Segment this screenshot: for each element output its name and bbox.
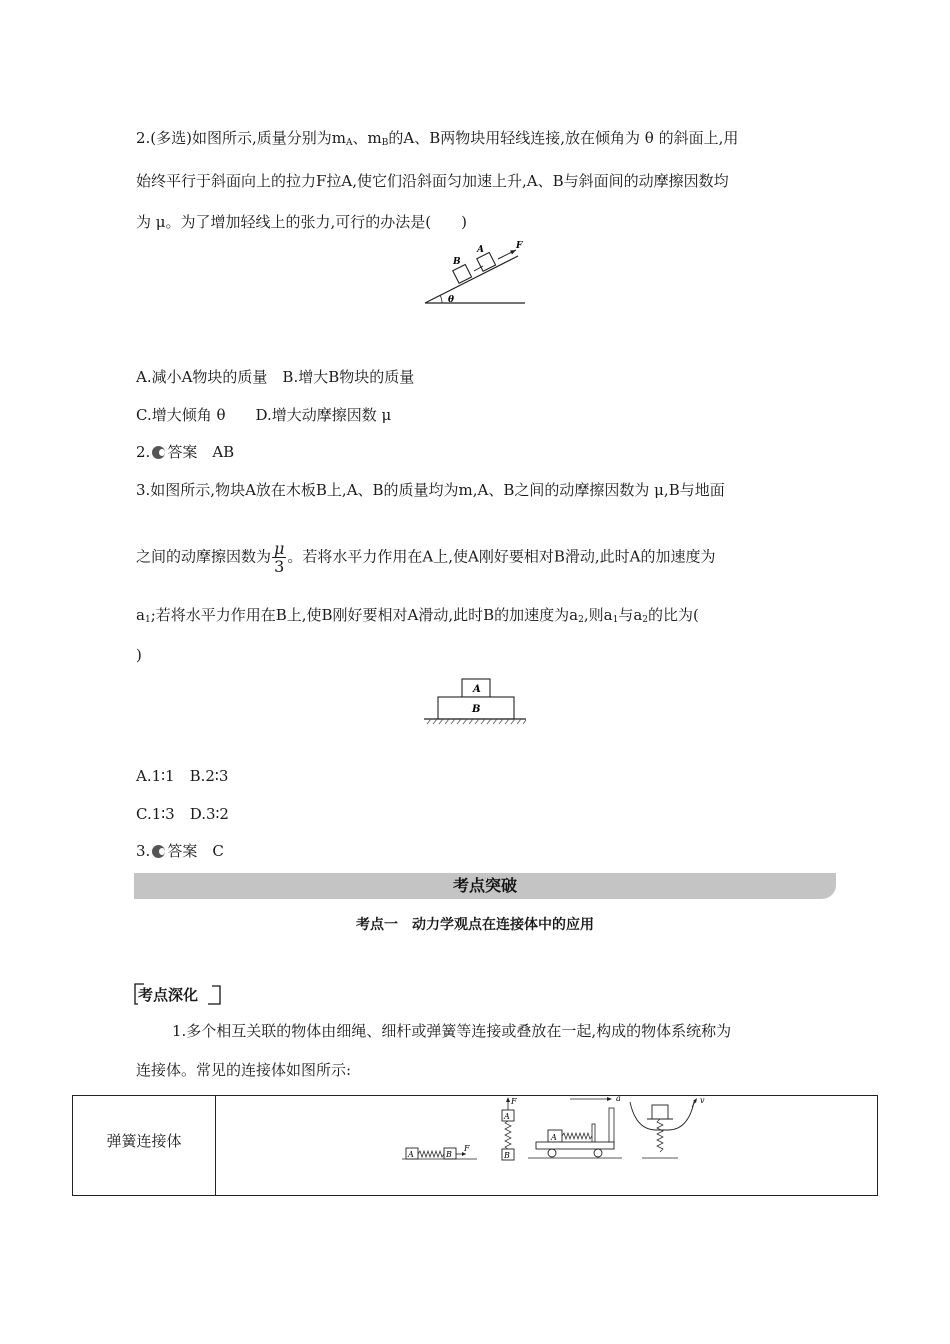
q2-answer: 2. 答案 AB — [136, 443, 235, 461]
label-a: A — [473, 684, 481, 695]
q3-options-row1: A.1∶1 B.2∶3 — [136, 767, 229, 785]
q3-stem-line2: 之间的动摩擦因数为 $\frac{\mu}{3}$ 。若将水平力作用在A上,使A刚好要相对B滑动,此时A的加速度为 — [136, 539, 716, 576]
svg-text:F: F — [511, 1097, 517, 1106]
label-theta: θ — [448, 295, 455, 305]
label-f: F — [516, 241, 523, 251]
section-tag: 考点深化 — [138, 986, 199, 1004]
svg-text:a: a — [616, 1094, 621, 1103]
spring-figures — [402, 1094, 882, 1172]
q2-options-row1: A.减小A物块的质量 B.增大B物块的质量 — [136, 368, 415, 386]
q2-incline-figure — [420, 238, 530, 310]
label-a: A — [477, 245, 484, 255]
q2-options-row2: C.增大倾角 θ D.增大动摩擦因数 μ — [136, 406, 392, 424]
q3-stem-line4: ) — [136, 646, 142, 664]
svg-text:A: A — [408, 1150, 414, 1159]
label-b: B — [453, 257, 461, 267]
q2-stem-line3: 为 μ。为了增加轻线上的张力,可行的办法是( ) — [136, 213, 467, 231]
answer-icon — [152, 845, 165, 858]
svg-text:B: B — [446, 1150, 452, 1159]
svg-text:B: B — [504, 1151, 510, 1160]
svg-text:A: A — [504, 1112, 510, 1121]
q3-stem-line1: 3.如图所示,物块A放在木板B上,A、B的质量均为m,A、B之间的动摩擦因数为 μ,B与地面 — [136, 481, 725, 499]
q3-options-row2: C.1∶3 D.3∶2 — [136, 805, 229, 823]
q2-stem-line1: 2.(多选)如图所示,质量分别为$m_A$、$m_B$的A、B两物块用轻线连接,放在倾角为 θ 的斜面上,用 — [136, 129, 739, 148]
q3-stem-line3: $a_1$;若将水平力作用在B上,使B刚好要相对A滑动,此时B的加速度为$a_2$,则$a_1$与$a_2$的比为( — [136, 606, 699, 625]
q3-block-figure — [422, 676, 528, 732]
row-label: 弹簧连接体 — [73, 1096, 216, 1196]
svg-text:F: F — [464, 1144, 470, 1153]
mu-over-3-fraction: $\frac{\mu}{3}$ — [274, 539, 285, 576]
q2-stem-line2: 始终平行于斜面向上的拉力F拉A,使它们沿斜面匀加速上升,A、B与斜面间的动摩擦因数均 — [136, 172, 729, 190]
q3-answer: 3. 答案 C — [136, 842, 224, 860]
table-row — [73, 1096, 878, 1196]
connected-body-table — [72, 1095, 878, 1196]
section-subtitle: 考点一 动力学观点在连接体中的应用 — [356, 917, 594, 933]
answer-icon — [152, 446, 165, 459]
svg-text:A: A — [551, 1133, 557, 1142]
section-paragraph-line2: 连接体。常见的连接体如图所示: — [136, 1061, 352, 1079]
section-paragraph-line1: 1.多个相互关联的物体由细绳、细杆或弹簧等连接或叠放在一起,构成的物体系统称为 — [172, 1022, 732, 1040]
label-b: B — [472, 704, 481, 715]
row-figures — [216, 1096, 878, 1196]
svg-text:v: v — [700, 1096, 705, 1105]
section-banner: 考点突破 — [134, 873, 836, 899]
